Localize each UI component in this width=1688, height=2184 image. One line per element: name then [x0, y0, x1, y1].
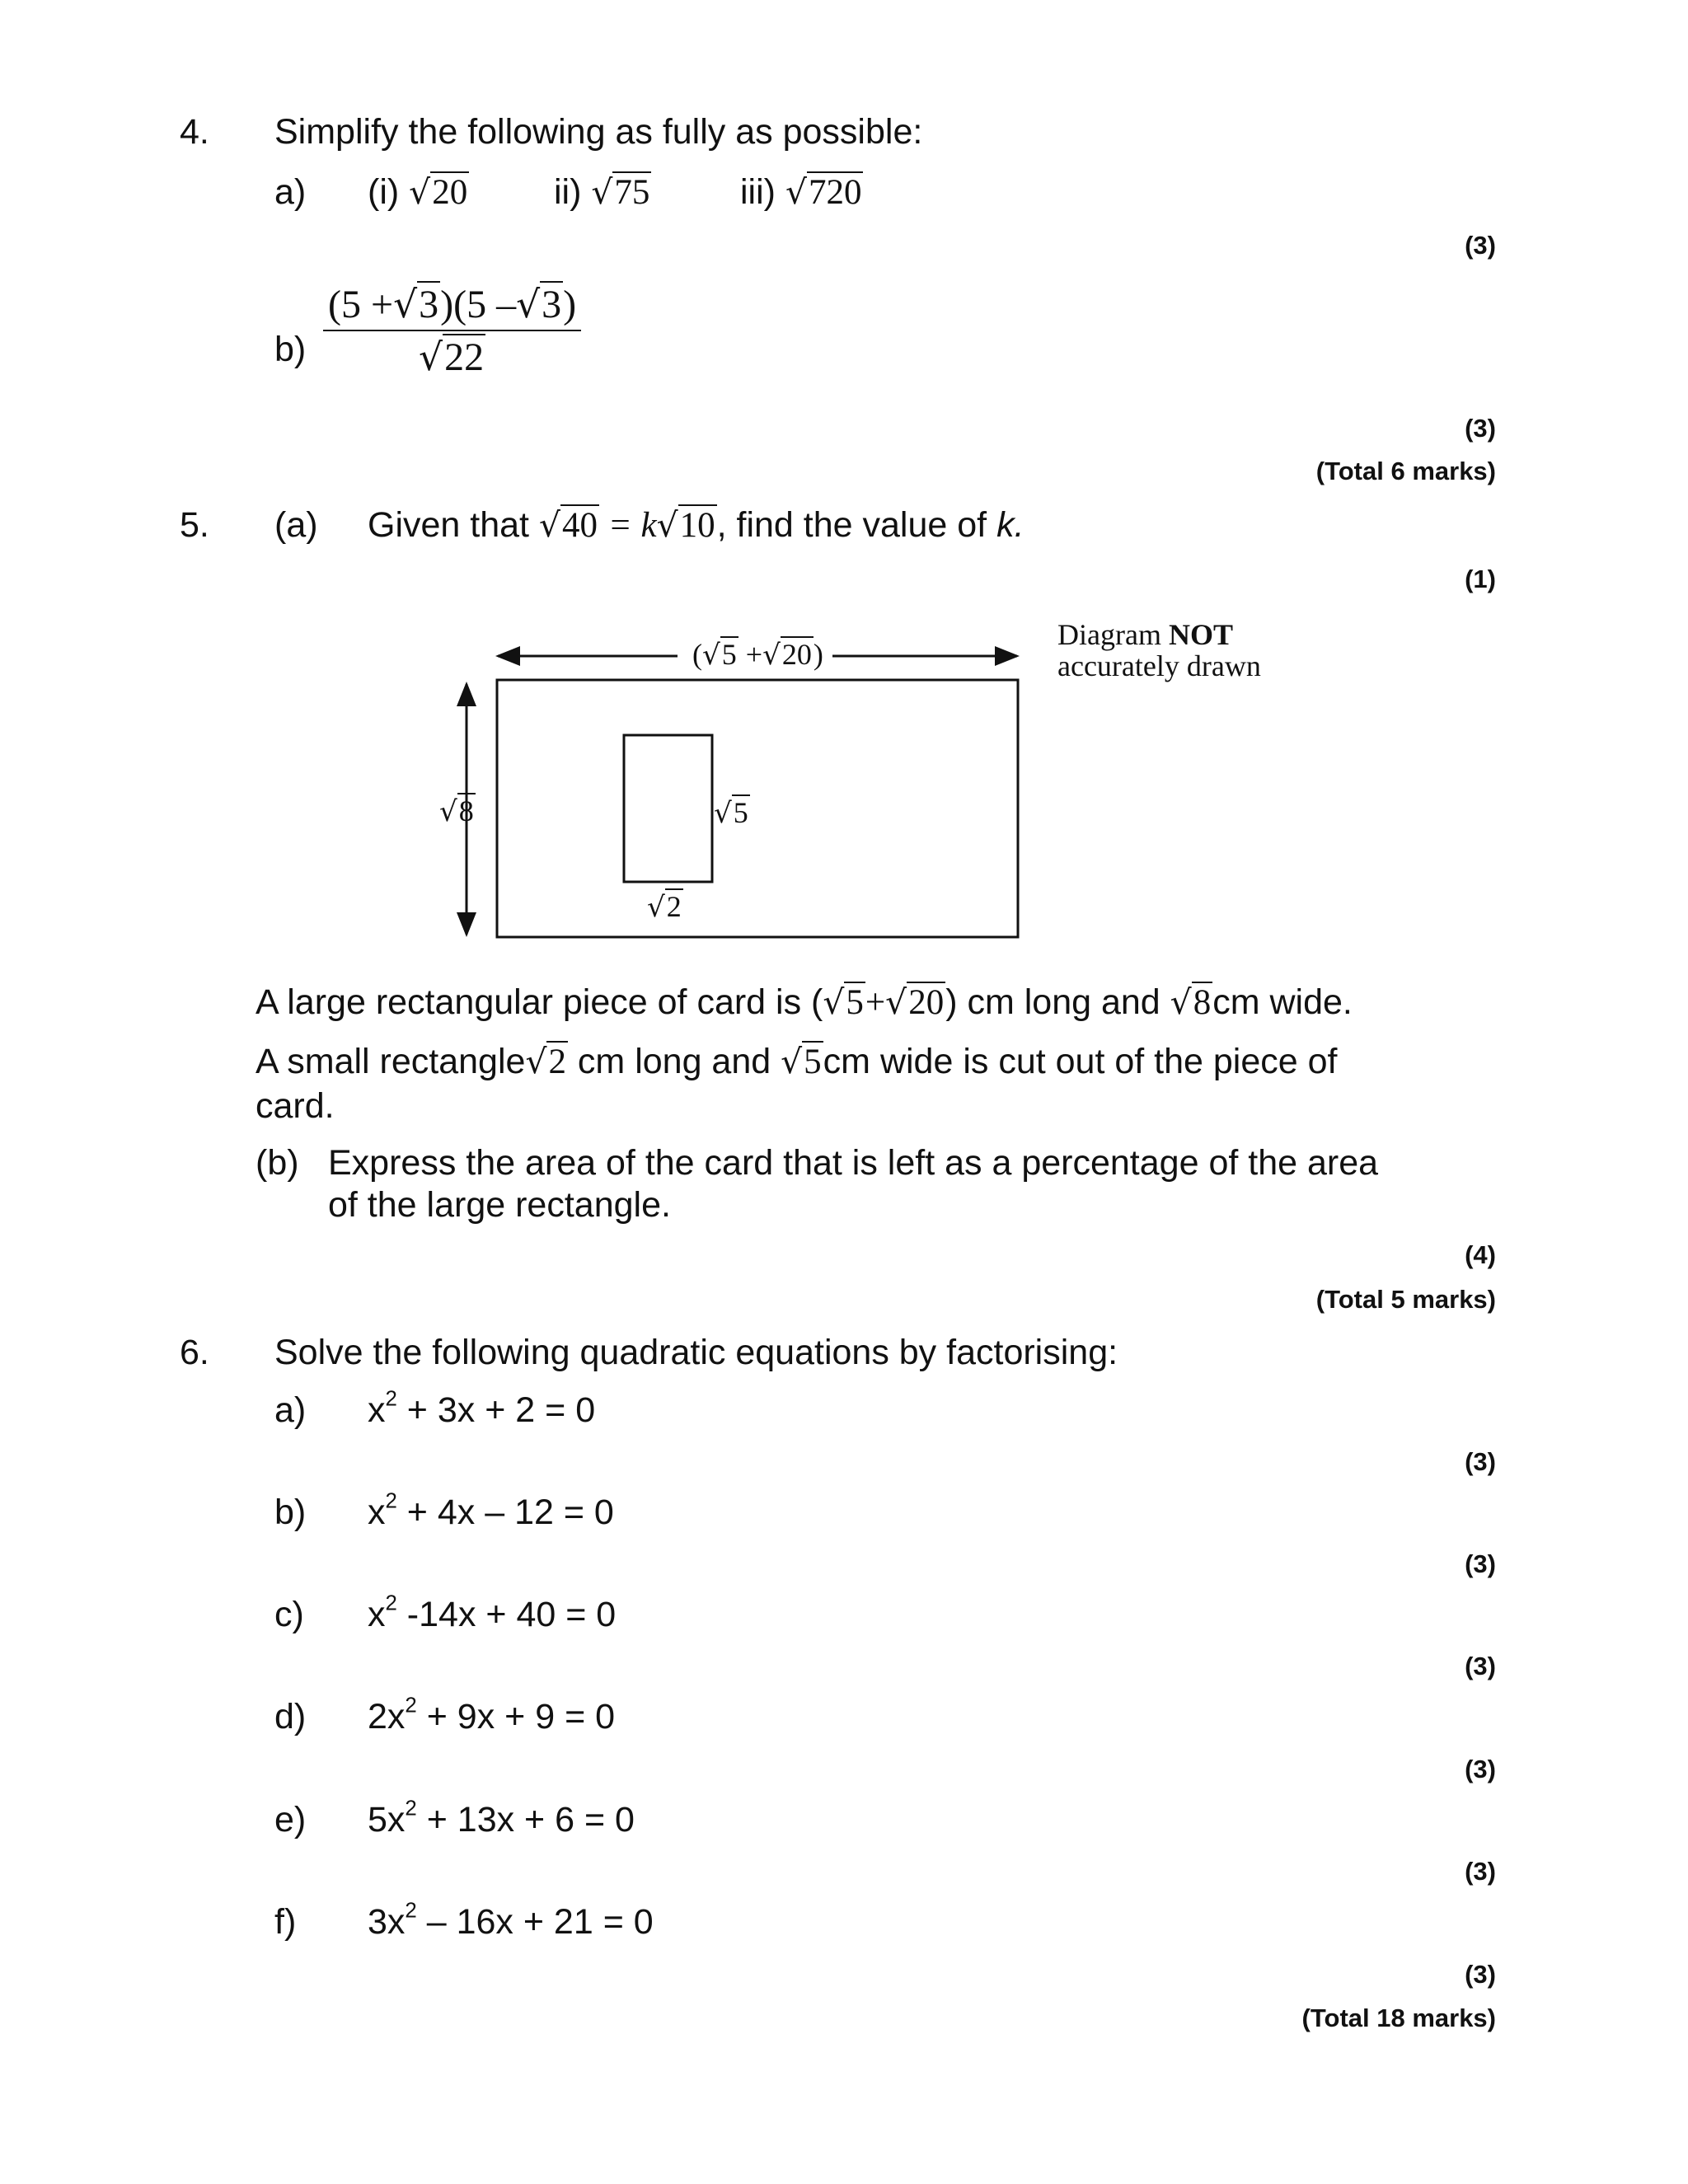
q6b-label: b)	[274, 1493, 307, 1532]
small-rectangle	[624, 735, 712, 882]
q6d-marks: (3)	[1465, 1755, 1496, 1783]
q6e-marks: (3)	[1465, 1857, 1496, 1886]
q5b-line1: Express the area of the card that is left as a percentage of the area	[328, 1143, 1379, 1183]
q6f-label: f)	[274, 1902, 297, 1942]
q6c-label: c)	[274, 1595, 304, 1634]
q6c-equation: $x^2$ -14x + 40 = 0	[368, 1591, 617, 1634]
q6a-equation: $x^2 + 3x + 2 = 0$	[368, 1387, 596, 1430]
q5-paragraph-2: A small rectangle√2 cm long and √5cm wide is cut out of the piece of	[256, 1042, 1338, 1081]
q4a-ii-label: ii)	[554, 172, 582, 212]
q6e-label: e)	[274, 1800, 307, 1840]
q4b-numerator: (5 +√3)(5 –√3)	[323, 280, 581, 331]
q4b-marks: (3)	[1465, 414, 1496, 443]
q5-number: 5.	[180, 505, 209, 545]
q5a-label: (a)	[274, 505, 318, 545]
q5a-equation: √40 = k√10	[538, 505, 715, 545]
q4a-i	[368, 171, 469, 214]
q4a-i-label: (i)	[368, 172, 400, 212]
q4b-fraction	[323, 280, 581, 384]
q5-paragraph-2-cont: card.	[256, 1086, 335, 1126]
q4a-i-root: √20	[409, 172, 468, 212]
q4b-denominator: √22	[419, 335, 485, 379]
q4a-label: a)	[274, 172, 307, 212]
q4-total: (Total 6 marks)	[1315, 457, 1496, 485]
q4-prompt: Simplify the following as fully as possible:	[274, 112, 923, 152]
q5b-label: (b)	[256, 1143, 299, 1183]
q6e-equation: $5x^2 + 13x + 6 = 0$	[368, 1797, 635, 1840]
q4a-iii	[740, 171, 863, 214]
q4-number: 4.	[180, 112, 209, 152]
q6b-equation: $x^2 + 4x - 12 = 0$	[368, 1489, 614, 1532]
q4a-ii	[554, 171, 651, 214]
q6c-marks: (3)	[1465, 1652, 1496, 1680]
q6-total: (Total 18 marks)	[1301, 2004, 1496, 2032]
q6d-label: d)	[274, 1697, 307, 1736]
length-label: (√5 +√20)	[692, 638, 823, 672]
q6a-label: a)	[274, 1390, 307, 1430]
small-width-label: √2	[647, 890, 682, 924]
q5-paragraph-1: A large rectangular piece of card is (√5+√20) cm long and √8cm wide.	[256, 982, 1353, 1022]
small-height-label: √5	[714, 796, 748, 830]
q5b-line2: of the large rectangle.	[328, 1185, 671, 1225]
q6-number: 6.	[180, 1333, 209, 1372]
q5b-marks: (4)	[1465, 1240, 1496, 1269]
q5-total: (Total 5 marks)	[1315, 1285, 1496, 1314]
q4b-label: b)	[274, 330, 307, 369]
height-label: √8	[439, 794, 474, 828]
q4a-iii-label: iii)	[740, 172, 776, 212]
q5a-marks: (1)	[1465, 565, 1496, 593]
q6f-marks: (3)	[1465, 1960, 1496, 1989]
q6d-equation: $2x^2 + 9x + 9 = 0$	[368, 1694, 616, 1736]
q6b-marks: (3)	[1465, 1549, 1496, 1578]
q4a-ii-root: √75	[591, 172, 650, 212]
diagram-note-line1: Diagram NOT	[1057, 618, 1233, 651]
q5a-question: Given that √40 = k√10, find the value of k.	[368, 505, 1025, 545]
q6-prompt: Solve the following quadratic equations by factorising:	[274, 1333, 1118, 1372]
q4a-marks: (3)	[1465, 231, 1496, 260]
q6f-equation: $3x^2 - 16x + 21 = 0$	[368, 1899, 654, 1942]
large-rectangle	[497, 680, 1018, 937]
q6a-marks: (3)	[1465, 1447, 1496, 1476]
diagram-note-line2: accurately drawn	[1057, 649, 1261, 682]
q4a-iii-root: √720	[785, 172, 862, 212]
